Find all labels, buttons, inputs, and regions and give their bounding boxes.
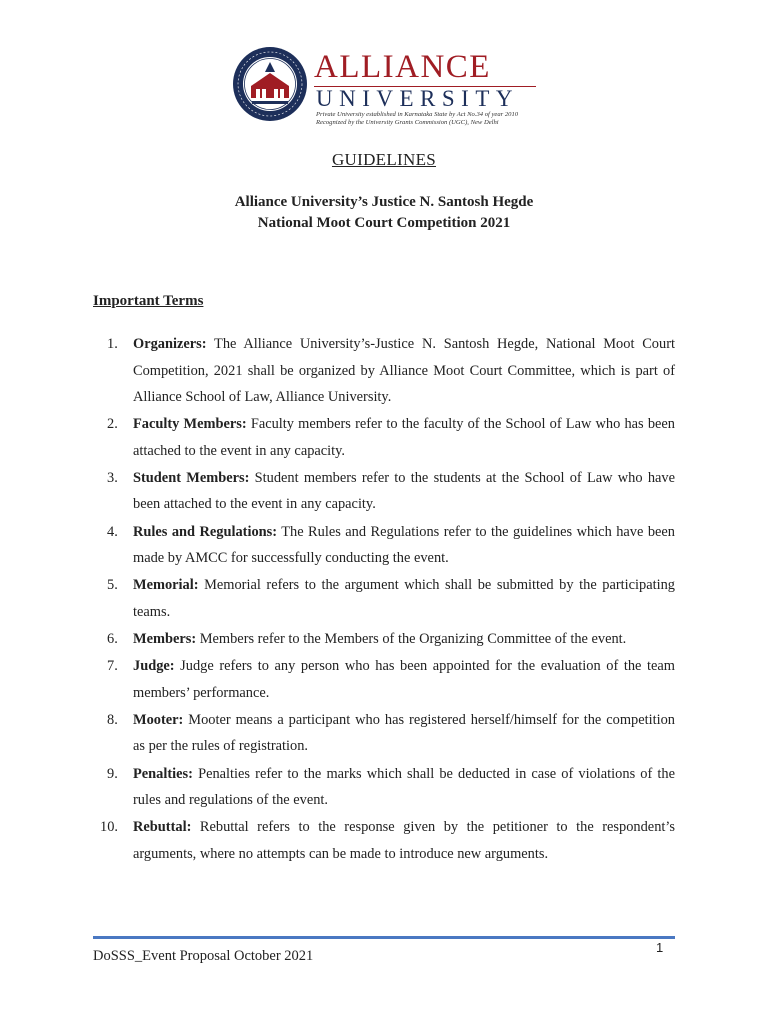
list-item [93,707,675,760]
term-number: 4. [107,523,118,540]
list-item [93,519,675,572]
document-subtitle-1: Alliance University’s Justice N. Santosh Hegde [234,194,534,210]
list-item [93,626,675,653]
list-item [93,572,675,625]
term-name: Members: [133,630,197,647]
term-name: Judge: [133,658,175,675]
term-number: 6. [107,630,118,647]
terms-list [93,331,675,868]
term-number: 7. [107,658,118,675]
term-number: 9. [107,765,118,782]
section-heading: Important Terms [93,293,204,309]
list-item [93,761,675,814]
term-text: Penalties refer to the marks which shall be deducted in case of violations of the rules and regulations of the event. [133,765,675,808]
term-text: The Rules and Regulations refer to the guidelines which have been made by AMCC for successfully conducting the event. [133,523,675,567]
term-number: 3. [107,469,118,486]
term-text: Judge refers to any person who has been appointed for the evaluation of the team members’ performance. [133,658,675,701]
term-text: Student members refer to the students at the School of Law who have been attached to the event in any capacity. [133,469,675,513]
term-name: Memorial: [133,577,199,594]
document-title: GUIDELINES [331,150,437,169]
term-number: 10. [100,819,118,836]
term-name: Rebuttal: [133,819,192,836]
logo-tagline-1: Private University established in Karnataka State by Act No.34 of year 2010 [316,111,519,118]
term-text: Members refer to the Members of the Organizing Committee of the event. [196,630,627,647]
term-name: Organizers: [133,336,207,352]
university-logo [232,46,542,126]
term-text: Faculty members refer to the faculty of the School of Law who has been attached to the event in any capacity. [133,416,675,459]
term-name: Mooter: [133,711,184,728]
term-number: 2. [107,416,118,433]
term-text: Mooter means a participant who has registered herself/himself for the competition as per the rules of registration. [133,711,675,755]
term-number: 8. [107,711,118,728]
list-item [93,331,675,411]
term-name: Rules and Regulations: [133,523,278,540]
term-number: 1. [107,336,118,352]
logo-tagline-2: Recognized by the University Grants Commission (UGC), New Delhi [316,119,499,126]
term-name: Faculty Members: [133,416,247,433]
logo-name: ALLIANCE [314,49,491,85]
list-item [93,814,675,867]
document-subtitle-2: National Moot Court Competition 2021 [257,215,511,231]
list-item [93,411,675,464]
footer-divider [93,936,675,939]
term-text: The Alliance University’s-Justice N. Santosh Hegde, National Moot Court Competition, 2021 shall be organized by Alliance Moot Court Committee, which is part of Alliance School of Law, Alliance University. [133,336,675,405]
term-name: Student Members: [133,469,250,486]
logo-sub: UNIVERSITY [316,86,519,111]
list-item [93,465,675,518]
footer-text: DoSSS_Event Proposal October 2021 [93,948,314,964]
list-item [93,653,675,706]
term-text: Memorial refers to the argument which shall be submitted by the participating teams. [133,577,675,620]
term-name: Penalties: [133,765,193,782]
term-text: Rebuttal refers to the response given by the petitioner to the respondent’s arguments, where no attempts can be made to introduce new arguments. [133,819,675,862]
university-seal-icon [232,46,308,122]
term-number: 5. [107,577,118,594]
page-number: 1 [656,940,664,955]
